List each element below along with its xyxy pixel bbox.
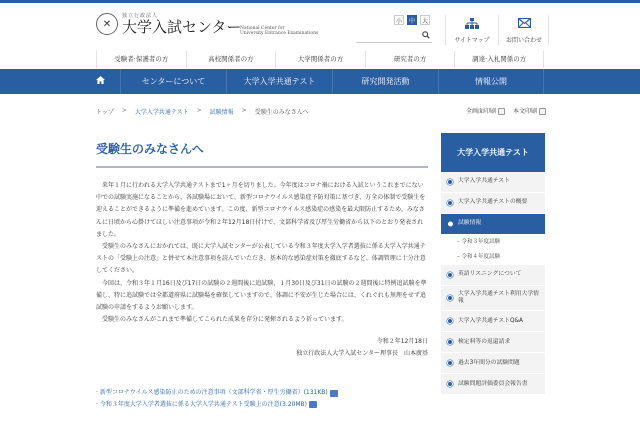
breadcrumb-separator: > — [241, 107, 247, 114]
pdf-icon — [330, 390, 338, 397]
breadcrumb — [96, 107, 309, 116]
font-size-large-button[interactable]: 大 — [420, 15, 430, 25]
bullet-icon — [447, 221, 454, 228]
sidebar-item-label: 大学入学共通テストQ&A — [458, 317, 523, 324]
audience-nav-researchers[interactable]: 研究者の方 — [365, 51, 455, 68]
logo-english — [240, 26, 318, 37]
font-size-switcher — [394, 15, 430, 25]
nav-home[interactable] — [80, 69, 120, 94]
sidebar-item-label: 大学入学共通テスト — [458, 178, 510, 185]
download-link-mext-notice[interactable] — [96, 387, 428, 399]
print-body-button[interactable] — [513, 106, 546, 115]
nav-about-center[interactable]: センターについて — [120, 69, 226, 94]
breadcrumb-exam-info[interactable]: 試験情報 — [209, 109, 234, 116]
paragraph: 受験生のみなさんがこれまで準備してこられた成果を存分に発揮されるよう祈っています。 — [102, 316, 348, 324]
download-label: 新型コロナウイルス感染防止のための注意事項（文部科学省・厚生労働省）(131KB) — [99, 389, 328, 397]
sidebar-item-label: 令和４年度試験 — [461, 254, 501, 260]
audience-nav-procurement[interactable]: 調達·入札関係の方 — [454, 51, 544, 68]
header — [0, 3, 640, 50]
breadcrumb-current: 受験生のみなさんへ — [254, 109, 309, 116]
site-logo[interactable] — [96, 13, 241, 35]
logo-subtitle: 独立行政法人 — [122, 12, 159, 19]
audience-nav-examinees[interactable]: 受験者·保護者の方 — [96, 51, 186, 68]
print-body-label: 本文印刷 — [513, 108, 538, 115]
sidebar-item-past-exams[interactable] — [441, 353, 545, 374]
print-full-label: 全画面印刷 — [466, 108, 497, 115]
sidebar-subitem-r4[interactable]: – 令和４年度試験 — [441, 250, 545, 265]
header-divider — [498, 15, 499, 45]
nav-disclosure[interactable]: 情報公開 — [438, 69, 544, 94]
sitemap-link[interactable] — [448, 16, 496, 44]
signature-name: 独立行政法人大学入試センター理事長 山本廣基 — [296, 350, 428, 358]
sidebar-item-listening[interactable] — [441, 265, 545, 286]
bullet-icon — [447, 179, 453, 185]
sidebar-item-qa[interactable] — [441, 311, 545, 332]
logo-en-line1: National Center for — [240, 26, 285, 31]
sitemap-icon — [448, 16, 496, 30]
sidebar-title: 大学入学共通テスト — [441, 133, 545, 172]
printer-icon — [498, 108, 505, 115]
logo-en-line2: University Entrance Examinations — [240, 31, 319, 37]
audience-nav — [96, 51, 544, 68]
bullet-icon — [447, 200, 453, 206]
sidebar-item-label: 大学入学共通テスト利用大学情報 — [458, 291, 539, 305]
search-input[interactable] — [356, 40, 420, 51]
breadcrumb-common-test[interactable]: 大学入学共通テスト — [134, 109, 189, 116]
signature-date: 令和２年12月18日 — [376, 338, 428, 346]
sidebar-subitem-r3[interactable]: – 令和３年度試験 — [441, 235, 545, 250]
sidebar-item-overview[interactable] — [441, 193, 545, 214]
printer-icon — [539, 108, 546, 115]
header-divider — [445, 15, 446, 45]
sidebar-item-exam-info[interactable] — [441, 214, 545, 235]
header-divider — [548, 15, 549, 45]
sidebar-item-fee-refund[interactable] — [441, 332, 545, 353]
bullet-icon — [447, 272, 453, 278]
logo-emblem-icon: ✕ — [96, 13, 118, 35]
contact-link[interactable] — [500, 16, 548, 44]
message-body — [96, 180, 428, 326]
search-icon[interactable] — [422, 31, 430, 41]
audience-nav-university[interactable]: 大学関係者の方 — [275, 51, 365, 68]
download-links — [96, 387, 428, 410]
nav-research[interactable]: 研究開発活動 — [332, 69, 438, 94]
sitemap-label: サイトマップ — [454, 37, 490, 44]
main-nav — [0, 69, 640, 94]
print-links — [466, 106, 546, 115]
download-link-exam-notes[interactable] — [96, 399, 428, 411]
home-icon — [96, 69, 105, 94]
sidebar-item-label: 過去3年間分の試験問題 — [458, 359, 520, 366]
bullet-icon — [447, 360, 453, 366]
download-label: 令和３年度大学入学者選抜に係る大学入学共通テスト受験上の注意(3.20MB) — [99, 400, 308, 408]
bullet: · — [96, 400, 98, 408]
logo-title: 大学入試センター — [122, 17, 242, 36]
pdf-icon — [309, 401, 317, 408]
breadcrumb-top[interactable]: トップ — [96, 109, 114, 116]
sidebar-item-label: 大学入学共通テストの概要 — [458, 199, 528, 206]
sidebar-item-evaluation-report[interactable] — [441, 374, 545, 395]
bullet-icon — [447, 381, 453, 387]
bullet-icon — [447, 318, 453, 324]
breadcrumb-separator: > — [196, 107, 202, 114]
main-content — [96, 140, 428, 410]
sidebar-item-university-info[interactable] — [441, 286, 545, 311]
sidebar-item-label: 英語リスニングについて — [458, 271, 522, 278]
sidebar-item-label: 試験情報 — [458, 220, 482, 227]
bullet: · — [96, 389, 98, 397]
page-title: 受験生のみなさんへ — [96, 140, 428, 168]
contact-label: お問い合わせ — [505, 37, 542, 44]
font-size-medium-button[interactable]: 中 — [407, 15, 417, 25]
bullet-icon — [447, 295, 453, 301]
sidebar-item-label: 試験問題評価委員会報告書 — [458, 380, 528, 387]
sidebar-item-label: 検定料等の返還請求 — [458, 338, 511, 345]
search-box — [356, 31, 432, 43]
sidebar-item-label: 令和３年度試験 — [461, 239, 501, 245]
paragraph: 来年１月に行われる大学入学共通テストまで1ヶ月を切りました。今年度はコロナ禍における入試というこれまでにない中での試験実施になることから、各試験場において、新型コロナウイルス感染症予防対策に基づき、万全の体制で受験生を迎えることができるように準備を進めています。この度、新型コロナウイルス感染症の感染を最大限防止するため、みなさんに日頃から心掛けてほしい注意事項が令和２年12月18日付けで、文部科学省及び厚生労働省から以下のとおり発表されました。 — [96, 182, 426, 238]
sidebar — [441, 133, 545, 395]
bullet-icon — [447, 339, 453, 345]
breadcrumb-separator: > — [121, 107, 127, 114]
signature-block — [96, 336, 428, 360]
mail-icon — [500, 16, 548, 30]
paragraph: 受験生のみなさんにおかれては、既に大学入試センターが公表している令和３年度大学入学者選抜に係る大学入学共通テストの「受験上の注意」と併せて本注意事項を読んでいただき、基本的な感染症対策を徹底するなど、体調管理に十分注意してください。 — [96, 243, 426, 275]
sidebar-item-common-test[interactable] — [441, 172, 545, 193]
paragraph: 今回は、令和３年１月16日及び17日の試験の２週間後に追試験、１月30日及び31日の試験の２週間後に特例追試験を準備し、特に追試験では全都道府県に試験場を確保していますので、体調に不安が生じた場合には、くれぐれも無理をせず追試験の申請をするようお願いします。 — [96, 279, 427, 312]
print-full-page-button[interactable] — [466, 106, 505, 115]
audience-nav-high-school[interactable]: 高校関係者の方 — [186, 51, 276, 68]
nav-common-test[interactable]: 大学入学共通テスト — [226, 69, 332, 94]
font-size-small-button[interactable]: 小 — [394, 15, 404, 25]
